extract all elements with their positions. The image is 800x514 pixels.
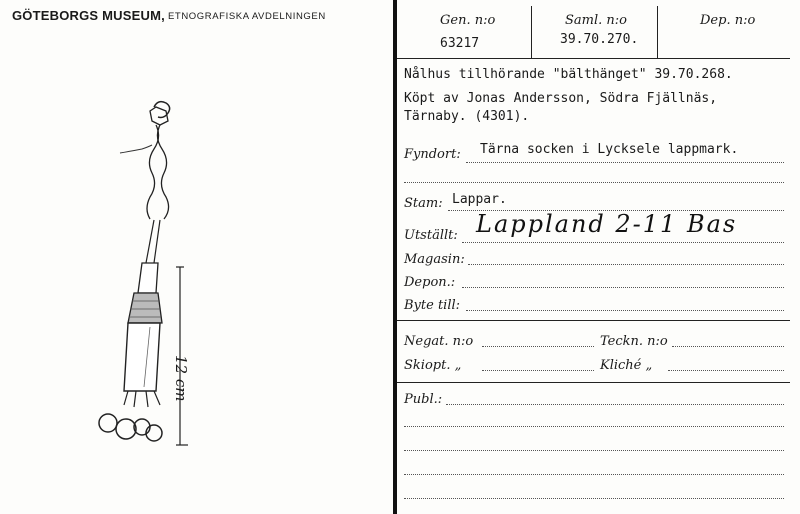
dotted-line [482,370,594,371]
dotted-line [404,450,784,451]
publ-label: Publ.: [404,392,443,407]
utstallt-label: Utställt: [404,228,458,243]
gen-label: Gen. n:o [440,13,496,28]
dotted-line [466,310,784,311]
section-divider [397,320,790,321]
header-grid-divider [657,6,658,58]
stam-value: Lappar. [452,192,507,207]
dotted-line [466,162,784,163]
saml-value: 39.70.270. [560,32,639,47]
depon-label: Depon.: [404,275,456,290]
dotted-line [404,182,784,183]
dotted-line [482,346,594,347]
dotted-line [404,474,784,475]
description-line-3: Tärnaby. (4301). [404,109,530,124]
description-line-2: Köpt av Jonas Andersson, Södra Fjällnäs, [404,91,718,106]
museum-name: GÖTEBORGS MUSEUM, [12,8,165,23]
scale-label: 12 cm [172,355,190,402]
fyndort-value: Tärna socken i Lycksele lappmark. [480,142,739,157]
description-line-1: Nålhus tillhörande "bälthänget" 39.70.268. [404,67,733,82]
card-divider [393,0,397,514]
section-divider [397,382,790,383]
teckn-label: Teckn. n:o [600,334,668,349]
header-grid-divider [531,6,532,58]
dotted-line [468,264,784,265]
negat-label: Negat. n:o [404,334,474,349]
department-name: ETNOGRAFISKA AVDELNINGEN [168,11,326,22]
utstallt-handwritten-value: Lappland 2-11 Bas [476,210,738,238]
dotted-line [462,242,784,243]
header-grid-line [397,58,790,59]
byte-label: Byte till: [404,298,461,313]
saml-label: Saml. n:o [565,13,627,28]
dotted-line [446,404,784,405]
fyndort-label: Fyndort: [404,147,461,162]
gen-value: 63217 [440,36,480,51]
skiopt-label: Skiopt. „ [404,358,462,373]
dotted-line [672,346,784,347]
magasin-label: Magasin: [404,252,465,267]
dotted-line [404,498,784,499]
dep-label: Dep. n:o [700,13,756,28]
needle-case-sketch-icon [80,95,220,455]
dotted-line [462,287,784,288]
kliche-label: Kliché „ [600,358,653,373]
stam-label: Stam: [404,196,443,211]
dotted-line [668,370,784,371]
dotted-line [404,426,784,427]
